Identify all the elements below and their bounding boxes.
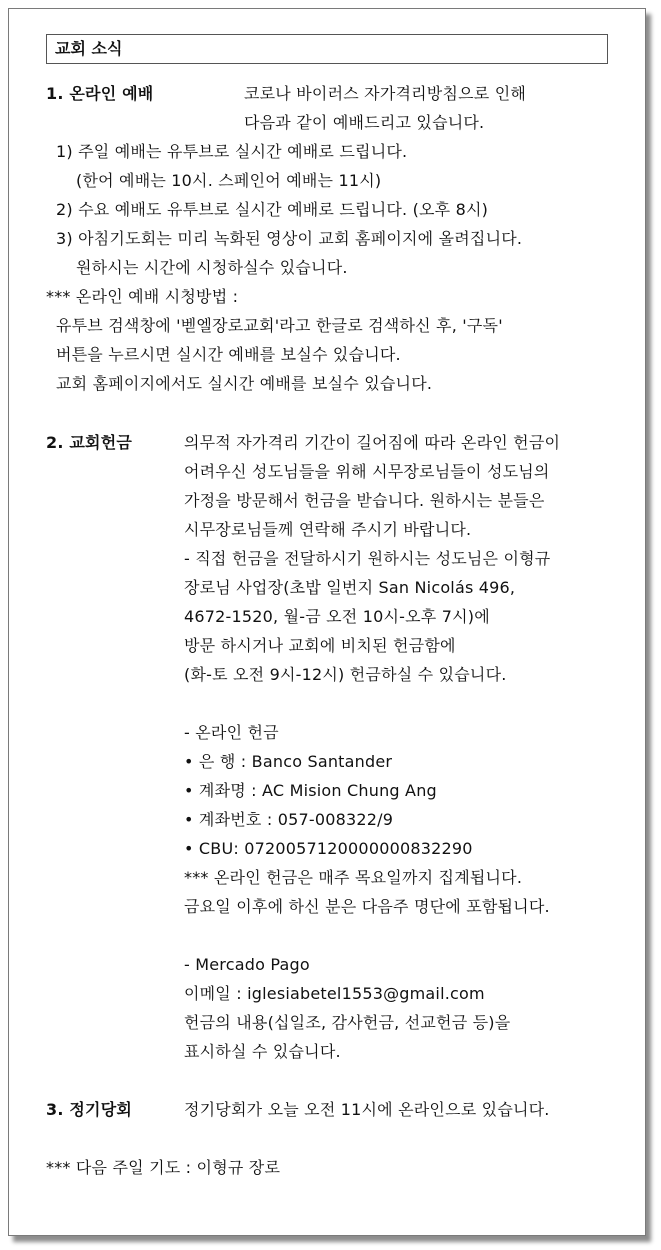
s1-line-3: 2) 수요 예배도 유투브로 실시간 예배로 드립니다. (오후 8시) bbox=[56, 200, 489, 219]
s1-line-2: (한어 예배는 10시. 스페인어 예배는 11시) bbox=[76, 171, 382, 190]
section-1-heading: 1. 온라인 예배 bbox=[46, 84, 154, 103]
s1-line-8: 버튼을 누르시면 실시간 예배를 보실수 있습니다. bbox=[56, 345, 401, 364]
s2-mercado-pago-2: 표시하실 수 있습니다. bbox=[184, 1042, 341, 1061]
s2-p3: 가정을 방문해서 헌금을 받습니다. 원하시는 분들은 bbox=[184, 491, 545, 510]
s3-text: 정기당회가 오늘 오전 11시에 온라인으로 있습니다. bbox=[184, 1100, 550, 1119]
s2-cbu: • CBU: 0720057120000000832290 bbox=[184, 839, 473, 858]
s1-intro-2: 다음과 같이 예배드리고 있습니다. bbox=[244, 113, 485, 132]
s1-line-1: 1) 주일 예배는 유투브로 실시간 예배로 드립니다. bbox=[56, 142, 408, 161]
s1-line-9: 교회 홈페이지에서도 실시간 예배를 보실수 있습니다. bbox=[56, 374, 433, 393]
s1-line-5: 원하시는 시간에 시청하실수 있습니다. bbox=[76, 258, 348, 277]
s1-line-4: 3) 아침기도회는 미리 녹화된 영상이 교회 홈페이지에 올려집니다. bbox=[56, 229, 523, 248]
title-box bbox=[46, 34, 608, 64]
page-title: 교회 소식 bbox=[55, 39, 123, 58]
s2-online-heading: - 온라인 헌금 bbox=[184, 723, 279, 742]
s2-bank: • 은 행 : Banco Santander bbox=[184, 752, 393, 771]
s1-intro-1: 코로나 바이러스 자가격리방침으로 인해 bbox=[244, 84, 527, 103]
section-3-heading: 3. 정기당회 bbox=[46, 1100, 133, 1119]
s1-line-6: *** 온라인 예배 시청방법 : bbox=[46, 287, 239, 306]
section-2-heading: 2. 교회헌금 bbox=[46, 433, 133, 452]
s2-p6: 장로님 사업장(초밥 일번지 San Nicolás 496, bbox=[184, 578, 516, 597]
s2-account-name: • 계좌명 : AC Mision Chung Ang bbox=[184, 781, 437, 800]
s2-mercado-pago-1: 헌금의 내용(십일조, 감사헌금, 선교헌금 등)을 bbox=[184, 1013, 511, 1032]
s2-p2: 어려우신 성도님들을 위해 시무장로님들이 성도님의 bbox=[184, 462, 550, 481]
s2-p5: - 직접 헌금을 전달하시기 원하시는 성도님은 이형규 bbox=[184, 549, 551, 568]
s2-mercado-pago-heading: - Mercado Pago bbox=[184, 955, 310, 974]
s2-p8: 방문 하시거나 교회에 비치된 헌금함에 bbox=[184, 636, 456, 655]
s2-p1: 의무적 자가격리 기간이 길어짐에 따라 온라인 헌금이 bbox=[184, 433, 561, 452]
s2-p4: 시무장로님들께 연락해 주시기 바랍니다. bbox=[184, 520, 472, 539]
s2-note-2: 금요일 이후에 하신 분은 다음주 명단에 포함됩니다. bbox=[184, 897, 550, 916]
s2-p9: (화-토 오전 9시-12시) 헌금하실 수 있습니다. bbox=[184, 665, 507, 684]
prayer-note: *** 다음 주일 기도 : 이형규 장로 bbox=[46, 1158, 281, 1177]
s2-account-number: • 계좌번호 : 057-008322/9 bbox=[184, 810, 394, 829]
s2-note-1: *** 온라인 헌금은 매주 목요일까지 집계됩니다. bbox=[184, 868, 523, 887]
s2-mercado-pago-email: 이메일 : iglesiabetel1553@gmail.com bbox=[184, 984, 485, 1003]
s2-p7: 4672-1520, 월-금 오전 10시-오후 7시)에 bbox=[184, 607, 490, 626]
s1-line-7: 유투브 검색창에 '벧엘장로교회'라고 한글로 검색하신 후, '구독' bbox=[56, 316, 503, 335]
